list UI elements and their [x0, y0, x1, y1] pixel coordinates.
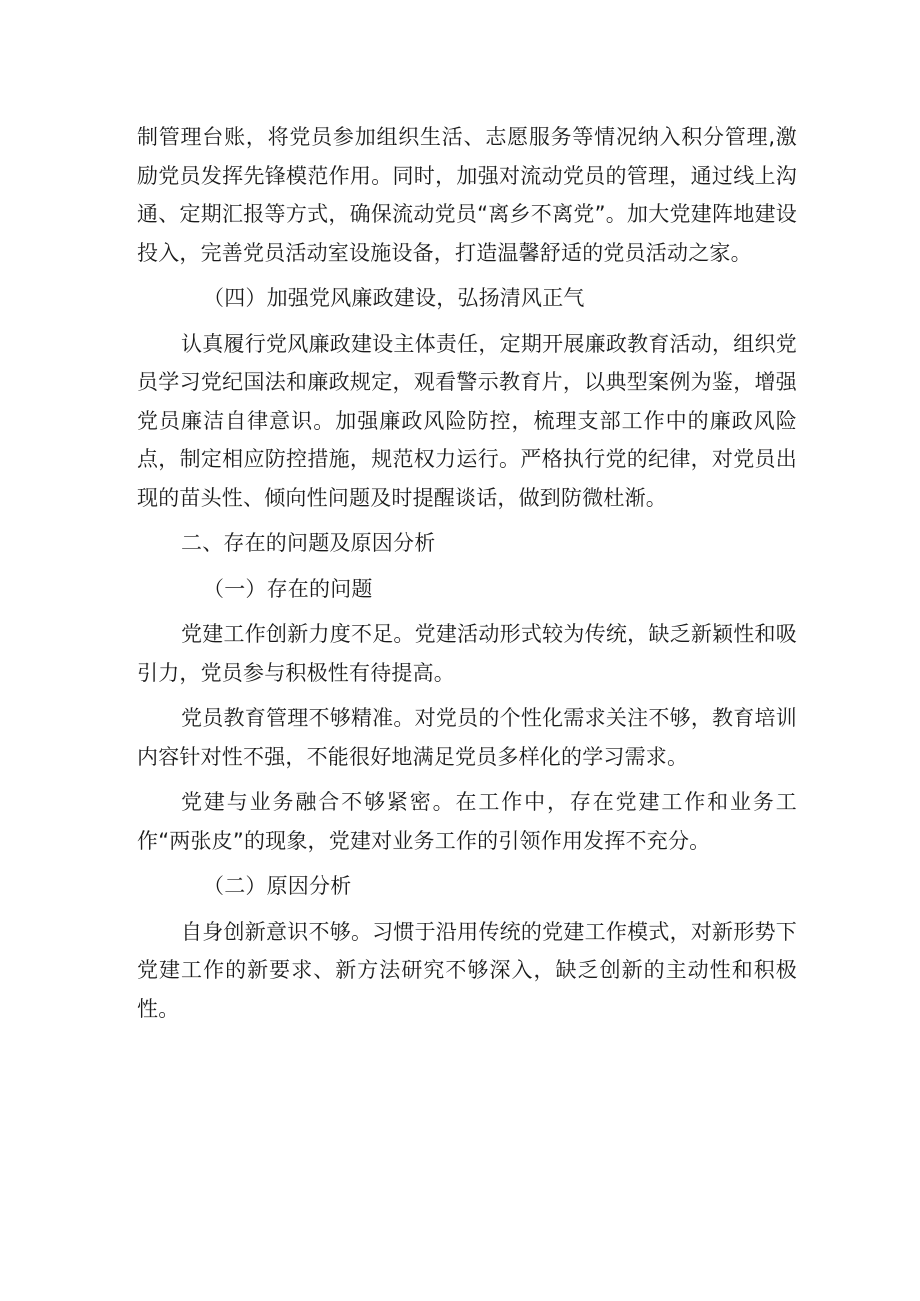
heading-section-4: （四）加强党风廉政建设，弘扬清风正气: [203, 286, 585, 310]
heading-existing-problems: （一）存在的问题: [203, 576, 373, 601]
paragraph-cause-1: 自身创新意识不够。习惯于沿用传统的党建工作模式，对新形势下党建工作的新要求、新方法研究不够深入，缺乏创新的主动性和积极性。: [137, 919, 797, 1021]
paragraph-problem-3: 党建与业务融合不够紧密。在工作中，存在党建工作和业务工作“两张皮”的现象，党建对业务工作的引领作用发挥不充分。: [137, 790, 797, 853]
paragraph-integrity: 认真履行党风廉政建设主体责任，定期开展廉政教育活动，组织党员学习党纪国法和廉政规定，观看警示教育片，以典型案例为鉴，增强党员廉洁自律意识。加强廉政风险防控，梳理支部工作中的廉政风险点，制定相应防控措施，规范权力运行。严格执行党的纪律，对党员出现的苗头性、倾向性问题及时提醒谈话，做到防微杜渐。: [137, 331, 797, 510]
heading-cause-analysis: （二）原因分析: [203, 874, 352, 898]
heading-problems-analysis: 二、存在的问题及原因分析: [181, 531, 436, 555]
paragraph-problem-2: 党员教育管理不够精准。对党员的个性化需求关注不够，教育培训内容针对性不强，不能很好地满足党员多样化的学习需求。: [137, 706, 797, 769]
paragraph-problem-1: 党建工作创新力度不足。党建活动形式较为传统，缺乏新颖性和吸引力，党员参与积极性有待提高。: [137, 622, 797, 685]
paragraph-continued: 制管理台账，将党员参加组织生活、志愿服务等情况纳入积分管理,激励党员发挥先锋模范作用。同时，加强对流动党员的管理，通过线上沟通、定期汇报等方式，确保流动党员“离乡不离党”。加大党建阵地建设投入，完善党员活动室设施设备，打造温馨舒适的党员活动之家。: [137, 125, 797, 265]
document-body: [137, 118, 797, 1035]
